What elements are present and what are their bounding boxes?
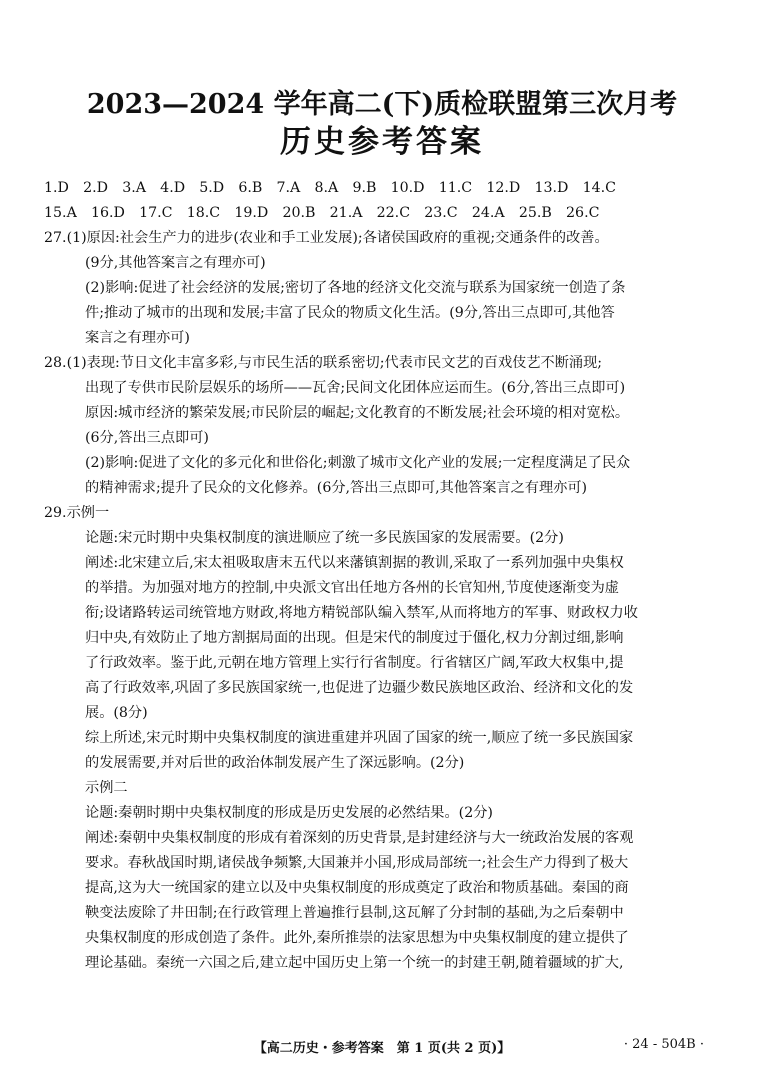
q29-line: 的发展需要,并对后世的政治体制发展产生了深远影响。(2分) [85,755,465,771]
q29-line: 了行政效率。鉴于此,元朝在地方管理上实行行省制度。行省辖区广阔,军政大权集中,提 [85,655,624,671]
q29-line: 阐述:北宋建立后,宋太祖吸取唐末五代以来藩镇割据的教训,采取了一系列加强中央集权 [85,555,624,571]
q27-line: 案言之有理亦可) [85,330,190,346]
q28-line: 出现了专供市民阶层娱乐的场所——瓦舍;民间文化团体应运而生。(6分,答出三点即可) [85,380,626,396]
q29-line: 论题:宋元时期中央集权制度的演进顺应了统一多民族国家的发展需要。(2分) [85,530,564,546]
q29-line: 29.示例一 [44,505,110,521]
q28-line: (2)影响:促进了文化的多元化和世俗化;刺激了城市文化产业的发展;一定程度满足了民众 [85,455,631,471]
q29-line: 综上所述,宋元时期中央集权制度的演进重建并巩固了国家的统一,顺应了统一多民族国家 [85,730,634,746]
q29-line: 展。(8分) [85,705,148,721]
q29-line: 理论基础。秦统一六国之后,建立起中国历史上第一个统一的封建王朝,随着疆域的扩大, [85,955,624,971]
q29-line: 阐述:秦朝中央集权制度的形成有着深刻的历史背景,是封建经济与大一统政治发展的客观 [85,830,634,846]
q29-line: 示例二 [85,780,128,796]
q27-line: 27.(1)原因:社会生产力的进步(农业和手工业发展);各诸侯国政府的重视;交通条件的改善。 [44,230,609,246]
footer-code: · 24 - 504B · [623,1037,704,1052]
q29-line: 央集权制度的形成创造了条件。此外,秦所推崇的法家思想为中央集权制度的建立提供了 [85,930,629,946]
q29-line: 要求。春秋战国时期,诸侯战争频繁,大国兼并小国,形成局部统一;社会生产力得到了极大 [85,855,629,871]
q28-line: (6分,答出三点即可) [85,430,209,446]
q28-line: 的精神需求;提升了民众的文化修养。(6分,答出三点即可,其他答案言之有理亦可) [85,480,588,496]
q29-line: 提高,这为大一统国家的建立以及中央集权制度的形成奠定了政治和物质基础。秦国的商 [85,880,629,896]
q29-line: 的举措。为加强对地方的控制,中央派文官出任地方各州的长官知州,节度使逐渐变为虚 [85,580,619,596]
q29-line: 高了行政效率,巩固了多民族国家统一,也促进了边疆少数民族地区政治、经济和文化的发 [85,680,634,696]
footer-label: 【高二历史・参考答案 第 1 页(共 2 页)】 [253,1041,511,1056]
document-title: 2023—2024 学年高二(下)质检联盟第三次月考 [86,89,678,120]
q29-line: 衔;设诸路转运司统管地方财政,将地方精锐部队编入禁军,从而将地方的军事、财政权力收 [85,605,638,621]
answer-body [44,176,724,976]
q27-line: 件;推动了城市的出现和发展;丰富了民众的物质文化生活。(9分,答出三点即可,其他答 [85,305,615,321]
page-footer [0,1037,764,1057]
document-subtitle: 历史参考答案 [280,124,484,160]
q29-line: 归中央,有效防止了地方割据局面的出现。但是宋代的制度过于僵化,权力分割过细,影响 [85,630,624,646]
q27-line: (9分,其他答案言之有理亦可) [85,255,266,271]
q29-line: 鞅变法废除了井田制;在行政管理上普遍推行县制,这瓦解了分封制的基础,为之后秦朝中 [85,905,624,921]
choice-answers-row-1: 1.D 2.D 3.A 4.D 5.D 6.B 7.A 8.A 9.B 10.D 11.C 12.D 13.D 14.C [44,180,617,196]
q29-line: 论题:秦朝时期中央集权制度的形成是历史发展的必然结果。(2分) [85,805,493,821]
choice-answers-row-2: 15.A 16.D 17.C 18.C 19.D 20.B 21.A 22.C 23.C 24.A 25.B 26.C [44,205,600,221]
q28-line: 原因:城市经济的繁荣发展;市民阶层的崛起;文化教育的不断发展;社会环境的相对宽松。 [85,405,630,421]
q28-line: 28.(1)表现:节日文化丰富多彩,与市民生活的联系密切;代表市民文艺的百戏伎艺不断涌现; [44,355,603,371]
q27-line: (2)影响:促进了社会经济的发展;密切了各地的经济文化交流与联系为国家统一创造了条 [85,280,626,296]
